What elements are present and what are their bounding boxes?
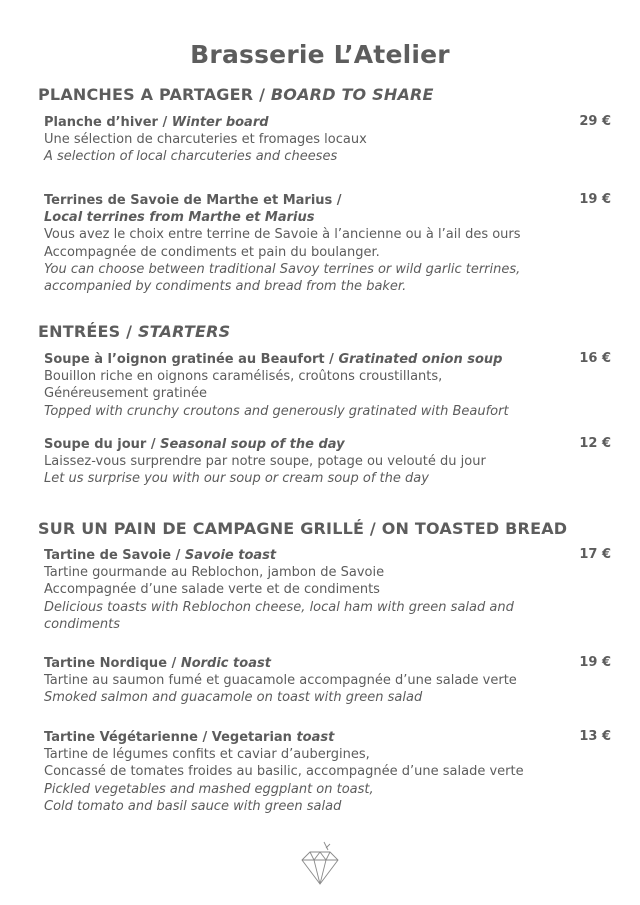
item-desc-fr: Laissez-vous surprendre par notre soupe, potage ou velouté du jour [44,454,486,470]
section-title-toasted-bread: SUR UN PAIN DE CAMPAGNE GRILLÉ / ON TOASTED BREAD [38,519,568,538]
item-desc-en: accompanied by condiments and bread from the baker. [44,279,407,295]
item-desc-en: Pickled vegetables and mashed eggplant on toast, [44,781,374,797]
item-name: Soupe du jour / Seasonal soup of the day [44,437,345,452]
section-title-starters: ENTRÉES / STARTERS [38,322,231,341]
item-price: 19 € [579,655,611,670]
item-price: 13 € [579,729,611,744]
item-name: Tartine Végétarienne / Vegetarian toast [44,730,335,745]
item-desc-fr: Tartine de légumes confits et caviar d’aubergines, [44,747,370,763]
menu-item-terrines [44,192,599,295]
item-desc-en: Smoked salmon and guacamole on toast with green salad [44,690,423,706]
item-price: 16 € [579,351,611,366]
item-price: 17 € [579,547,611,562]
item-desc-fr: Une sélection de charcuteries et fromages locaux [44,132,367,148]
item-desc-en: Cold tomato and basil sauce with green salad [44,798,342,814]
item-desc-en: You can choose between traditional Savoy terrines or wild garlic terrines, [44,261,521,277]
item-desc-fr: Accompagnée de condiments et pain du boulanger. [44,244,380,260]
item-desc-en: A selection of local charcuteries and cheeses [44,149,338,165]
item-desc-fr: Bouillon riche en oignons caramélisés, croûtons croustillants, [44,369,443,385]
item-price: 29 € [579,114,611,129]
section-title-board: PLANCHES A PARTAGER / BOARD TO SHARE [38,85,434,104]
item-desc-en: Topped with crunchy croutons and generously gratinated with Beaufort [44,403,509,419]
item-desc-fr: Accompagnée d’une salade verte et de condiments [44,582,380,598]
diamond-logo-icon [298,840,342,890]
menu-item-vegetarian-toast [44,729,599,815]
item-price: 19 € [579,192,611,207]
item-price: 12 € [579,436,611,451]
menu-item-onion-soup [44,351,599,420]
item-desc-fr: Généreusement gratinée [44,386,208,402]
menu-item-savoie-toast [44,547,599,633]
item-name-en: Local terrines from Marthe et Marius [44,210,315,226]
menu-item-nordic-toast [44,655,599,707]
item-name: Terrines de Savoie de Marthe et Marius / [44,193,342,208]
item-desc-fr: Concassé de tomates froides au basilic, accompagnée d’une salade verte [44,764,524,780]
item-name: Tartine de Savoie / Savoie toast [44,548,277,563]
item-name: Tartine Nordique / Nordic toast [44,656,271,671]
menu-item-winter-board [44,114,599,166]
item-name: Planche d’hiver / Winter board [44,115,269,130]
item-desc-en: Let us surprise you with our soup or cream soup of the day [44,471,429,487]
item-desc-fr: Tartine gourmande au Reblochon, jambon de Savoie [44,565,385,581]
menu-item-soup-of-day [44,436,599,488]
page-title: Brasserie L’Atelier [190,40,450,69]
item-desc-en: condiments [44,616,120,632]
item-desc-fr: Vous avez le choix entre terrine de Savoie à l’ancienne ou à l’ail des ours [44,227,521,243]
item-desc-en: Delicious toasts with Reblochon cheese, local ham with green salad and [44,599,514,615]
item-desc-fr: Tartine au saumon fumé et guacamole accompagnée d’une salade verte [44,673,517,689]
item-name: Soupe à l’oignon gratinée au Beaufort / Gratinated onion soup [44,352,503,367]
